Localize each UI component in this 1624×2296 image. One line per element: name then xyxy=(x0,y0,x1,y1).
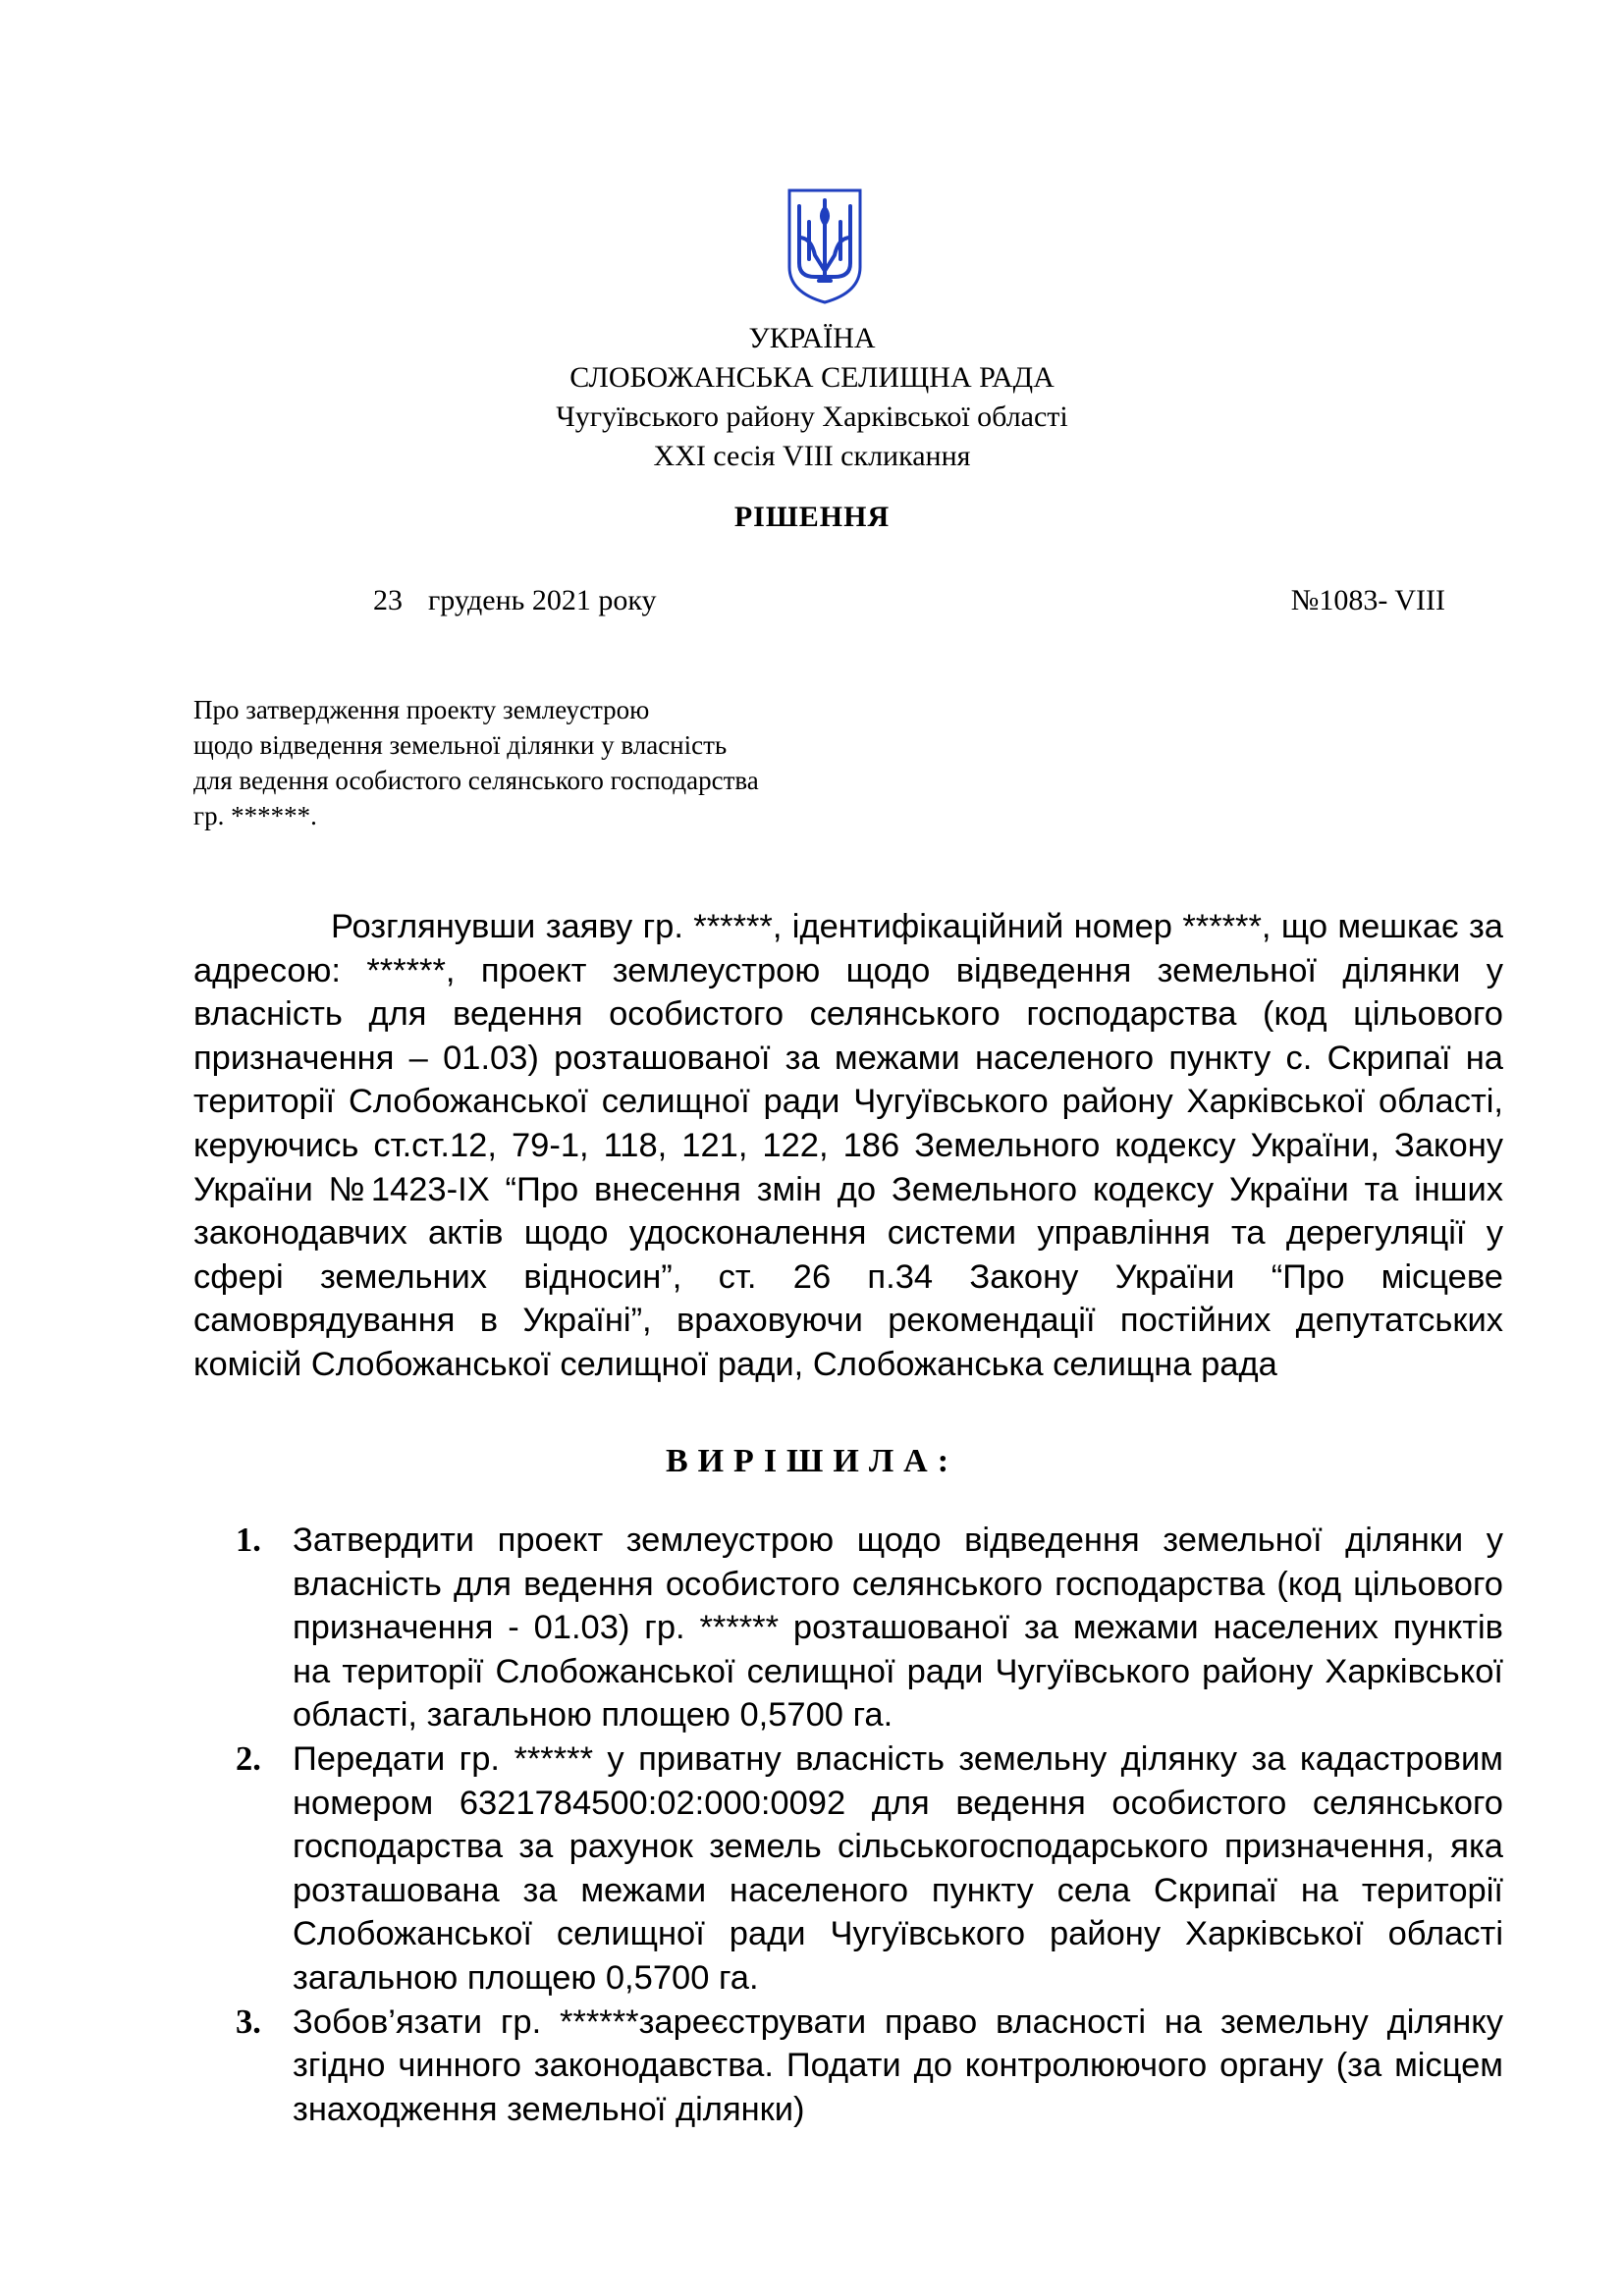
subject-line: для ведення особистого селянського господарства xyxy=(193,766,759,795)
resolution-items xyxy=(236,1519,1503,2131)
item-text: Затвердити проект землеустрою щодо відведення земельної ділянки у власність для ведення особистого селянського господарства (код цільового призначення - 01.03) гр. ****** розташованої за межами населених пунктів на території Слобожанської селищної ради Чугуївського району Харківської області, загальною площею 0,5700 га. xyxy=(293,1522,1503,1735)
resolution-item xyxy=(236,2001,1503,2132)
subject-line: Про затвердження проекту землеустрою xyxy=(193,695,650,724)
district-name: Чугуївського району Харківської області xyxy=(556,400,1068,433)
decision-date xyxy=(373,584,657,617)
decision-title: РІШЕННЯ xyxy=(733,501,891,533)
decision-subject xyxy=(193,692,940,833)
item-text: Передати гр. ****** у приватну власність земельну ділянку за кадастровим номером 6321784500:02:000:0092 для ведення особистого селянського господарства за рахунок земель сільськогосподарського призначення, яка розташована за межами населеного пункту села Скрипаї на території Слобожанської селищної ради Чугуївського району Харківської області загальною площею 0,5700 га. xyxy=(293,1739,1503,1997)
item-text: Зобов’язати гр. ******зареєструвати право власності на земельну ділянку згідно чинного законодавства. Подати до контролюючого органу (за місцем знаходження земельної ділянки) xyxy=(293,2002,1503,2128)
trident-coat-of-arms-icon xyxy=(785,187,864,306)
session-info: XXI сесія VIII скликання xyxy=(653,440,971,472)
country-name: УКРАЇНА xyxy=(748,322,876,354)
item-number: 3. xyxy=(236,2002,261,2041)
item-number: 1. xyxy=(236,1522,261,1559)
resolution-item xyxy=(236,1519,1503,1737)
document-header xyxy=(0,319,1624,476)
subject-line: гр. ******. xyxy=(193,801,317,830)
subject-line: щодо відведення земельної ділянки у власність xyxy=(193,730,728,760)
preamble-paragraph: Розглянувши заяву гр. ******, ідентифікаційний номер ******, що мешкає за адресою: ******, проект землеустрою щодо відведення земельної ділянки у власність для ведення особистого селянського господарства (код цільового призначення – 01.03) розташованої за межами населеного пункту с. Скрипаї на території Слобожанської селищної ради Чугуївського району Харківської області, керуючись ст.ст.12, 79-1, 118, 121, 122, 186 Земельного кодексу України, Закону України №1423-IX “Про внесення змін до Земельного кодексу України та інших законодавчих актів щодо удосконалення системи управління та дерегуляції у сфері земельних відносин”, ст. 26 п.34 Закону України “Про місцеве самоврядування в Україні”, враховуючи рекомендації постійних депутатських комісій Слобожанської селищної ради, Слобожанська селищна рада xyxy=(193,908,1503,1383)
resolved-heading: ВИРІШИЛА: xyxy=(665,1443,959,1479)
resolution-item xyxy=(236,1737,1503,2001)
decision-number: №1083- VIII xyxy=(1290,584,1445,616)
item-number: 2. xyxy=(236,1739,261,1778)
council-name: СЛОБОЖАНСЬКА СЕЛИЩНА РАДА xyxy=(569,361,1055,394)
date-day: 23 xyxy=(373,584,403,616)
date-month-year: грудень 2021 року xyxy=(428,584,657,616)
